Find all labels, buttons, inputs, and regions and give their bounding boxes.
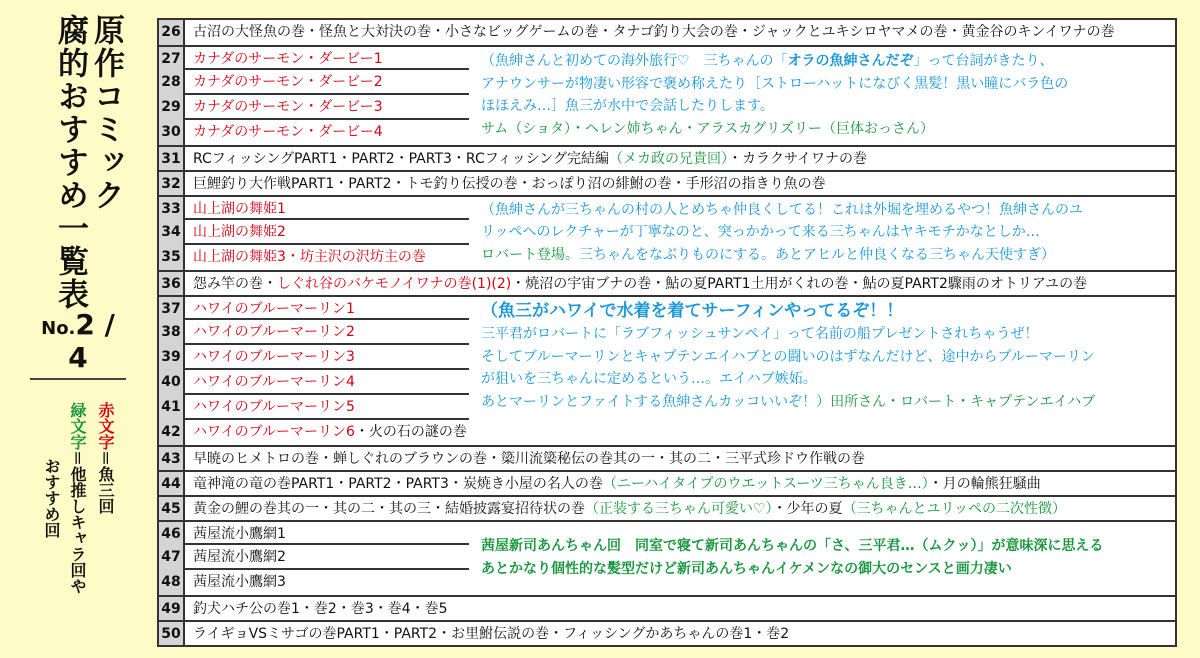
table-row <box>159 270 1175 295</box>
comment-line <box>481 558 1103 581</box>
comment-segment: 三平君がロバートに「ラブフィッシュサンペイ」って名前の船プレゼントされちゃうぜ！ <box>481 326 1039 343</box>
comment-line <box>481 199 1083 222</box>
episode-titles <box>185 597 448 620</box>
title-segment: ・焼沼の宇宙ブナの巻・鮎の夏PART1土用がくれの巻・鮎の夏PART2驟雨のオトリアユの巻 <box>511 276 1088 292</box>
title-segment: ハワイのブルーマーリン4 <box>193 374 355 390</box>
row-divider <box>185 393 469 395</box>
row-number: 33 <box>159 197 185 220</box>
title-segment: 山上湖の舞姫1 <box>193 201 286 217</box>
legend-green-text-2: おすすめ回 <box>42 458 61 538</box>
title-segment: 釣犬ハチ公の巻1・巻2・巻3・巻4・巻5 <box>193 601 448 617</box>
comment-line <box>481 244 1083 267</box>
comment-segment: オラの魚紳さんだぞ <box>787 53 914 69</box>
comment-line <box>481 535 1103 558</box>
title-segment: 巨鯉釣り大作戦PART1・PART2・トモ釣り伝授の巻・おっぽり沼の緋鮒の巻・手形沼の指きり魚の巻 <box>193 176 826 192</box>
table-row <box>159 145 1175 170</box>
title-segment: （ニーハイタイプのウエットスーツ三ちゃん良き…） <box>602 476 929 492</box>
title-segment: 黄金の鯉の巻其の一・其の二・其の三・結婚披露宴招待状の巻 <box>193 501 585 517</box>
episode-titles <box>185 395 355 420</box>
comment-segment: 」って台詞がきたり、 <box>913 53 1054 69</box>
row-divider <box>185 568 469 570</box>
row-number: 26 <box>159 20 185 45</box>
comment-segment: サム（ショタ）・ヘレン姉ちゃん・アラスカグリズリー（巨体おっさん） <box>481 120 934 137</box>
episode-titles <box>185 297 355 320</box>
title-segment: 怨み竿の巻・ <box>193 276 277 292</box>
title-segment: ハワイのブルーマーリン1 <box>193 301 355 317</box>
comment-segment: ほほえみ…］魚三が水中で会話したりします。 <box>481 98 774 114</box>
row-number: 38 <box>159 320 185 345</box>
title-segment: 茜屋流小鷹網3 <box>193 574 286 590</box>
legend-green-text: ＝他推しキャラ回や <box>68 450 87 595</box>
table-row <box>159 170 1175 195</box>
episode-titles <box>185 420 467 445</box>
table-row <box>159 620 1175 645</box>
row-number: 35 <box>159 245 185 270</box>
episode-titles <box>185 545 286 570</box>
row-number: 37 <box>159 297 185 320</box>
comment-segment: （魚紳さんが三ちゃんの村の人とめちゃ仲良くしてる！これは外堀を埋めるやつ！魚紳さんのユ <box>481 201 1083 218</box>
legend-red <box>94 402 117 514</box>
legend-green-label: 緑文字 <box>68 402 87 450</box>
episode-titles <box>185 320 355 345</box>
title-segment: ハワイのブルーマーリン2 <box>193 324 355 340</box>
title-segment: 茜屋流小鷹網1 <box>193 526 286 542</box>
episode-titles <box>185 370 355 395</box>
row-divider <box>185 318 469 320</box>
row-number: 47 <box>159 545 185 570</box>
table-row <box>159 470 1175 495</box>
row-divider <box>185 68 469 70</box>
row-number: 36 <box>159 272 185 295</box>
group-comment <box>481 199 1083 267</box>
title-segment: 山上湖の舞姫2 <box>193 224 286 240</box>
row-number: 50 <box>159 622 185 645</box>
comment-segment: 田所さん・ロバート・キャプテンエイハブ <box>830 393 1096 410</box>
episode-titles <box>185 70 383 95</box>
row-number: 39 <box>159 345 185 370</box>
row-number: 32 <box>159 172 185 195</box>
row-number: 28 <box>159 70 185 95</box>
row-divider <box>185 368 469 370</box>
episode-titles <box>185 20 1115 45</box>
row-divider <box>185 343 469 345</box>
title-segment: カナダのサーモン・ダービー1 <box>193 51 383 67</box>
page-value: 2 / 4 <box>68 308 115 374</box>
row-number: 41 <box>159 395 185 420</box>
comment-line <box>481 118 1068 141</box>
title-segment: 茜屋流小鷹網2 <box>193 549 286 565</box>
page-prefix: No. <box>41 318 76 339</box>
row-divider <box>185 243 469 245</box>
row-divider <box>185 218 469 220</box>
title-segment: 山上湖の舞姫3・坊主沢の沢坊主の巻 <box>193 249 426 265</box>
title-segment: ・少年の夏 <box>772 501 843 517</box>
row-number: 49 <box>159 597 185 620</box>
group-comment <box>481 50 1068 140</box>
title-segment: 早暁のヒメトロの巻・蝉しぐれのブラウンの巻・簗川流簗秘伝の巻其の一・其の二・三平式珍ドウ作戦の巻 <box>193 451 865 467</box>
comment-line <box>481 73 1068 96</box>
comment-segment: アナウンサーが物凄い形容で褒め称えたり［ストローハットになびく黒髪！黒い瞳にバラ色の <box>481 75 1069 92</box>
row-number: 30 <box>159 120 185 145</box>
title-segment: カナダのサーモン・ダービー2 <box>193 74 383 90</box>
legend-red-label: 赤文字 <box>96 402 115 450</box>
comment-segment: ロバート登場。 <box>481 246 579 263</box>
comment-segment: （魚紳さんと初めての海外旅行♡ 三ちゃんの「 <box>481 53 788 69</box>
comment-segment: （魚三がハワイで水着を着てサーフィンやってるぞ！！ <box>481 300 904 321</box>
comment-segment: あとかなり個性的な髪型だけど新司あんちゃんイケメンなの御大のセンスと画力凄い <box>481 560 1012 577</box>
episode-titles <box>185 447 865 470</box>
episode-titles <box>185 522 286 545</box>
table-row <box>159 420 1175 445</box>
title-segment: 古沼の大怪魚の巻・怪魚と大対決の巻・小さなビッグゲームの巻・タナゴ釣り大会の巻・ジャックとユキシロヤマメの巻・黄金谷のキンイワナの巻 <box>193 24 1115 40</box>
row-divider <box>185 118 469 120</box>
row-divider <box>185 93 469 95</box>
comment-segment: あとマーリンとファイトする魚紳さんカッコいいぞ！） <box>481 393 831 410</box>
row-divider <box>185 543 469 545</box>
episode-titles <box>185 147 867 170</box>
title-segment: ・カラクサイワナの巻 <box>728 151 868 167</box>
comment-segment: 茜屋新司あんちゃん回 同室で寝て新司あんちゃんの「さ、三平君…（ムクッ）」が意味深に思える <box>481 538 1104 554</box>
comment-line <box>481 391 1095 414</box>
episode-titles <box>185 272 1087 295</box>
title-segment: カナダのサーモン・ダービー4 <box>193 124 383 140</box>
title-segment: ライギョVSミサゴの巻PART1・PART2・お里鮒伝説の巻・フィッシングかあちゃんの巻1・巻2 <box>193 626 790 642</box>
episode-titles <box>185 622 789 645</box>
comment-line <box>481 50 1068 73</box>
row-number: 31 <box>159 147 185 170</box>
episode-titles <box>185 95 383 120</box>
row-number: 34 <box>159 220 185 245</box>
title-segment: （メカ政の兄貴回） <box>609 151 728 167</box>
comment-line <box>481 368 1095 391</box>
row-number: 45 <box>159 497 185 520</box>
title-segment: （三ちゃんとユリッペの二次性徴） <box>842 501 1067 517</box>
title-segment: カナダのサーモン・ダービー3 <box>193 99 383 115</box>
comment-line <box>481 300 1095 324</box>
table-row <box>159 445 1175 470</box>
title-segment: （正装する三ちゃん可愛い♡） <box>585 501 773 517</box>
group-comment <box>481 535 1103 580</box>
comment-segment: そしてブルーマーリンとキャプテンエイハブとの闘いのはずなんだけど、途中からブルーマーリン <box>481 348 1095 365</box>
episode-titles <box>185 220 286 245</box>
comment-line <box>481 323 1095 346</box>
episode-titles <box>185 47 383 70</box>
table-row <box>159 20 1175 45</box>
comment-line <box>481 221 1083 244</box>
comment-segment: が狙いを三ちゃんに定めるという…。エイハブ嫉妬。 <box>481 371 817 388</box>
title-segment: ハワイのブルーマーリン6 <box>193 424 355 440</box>
legend-red-text: ＝魚三回 <box>96 450 115 515</box>
episode-table <box>157 18 1177 647</box>
page-number <box>30 308 126 380</box>
row-number: 40 <box>159 370 185 395</box>
comment-segment: 三ちゃんをなぶりものにする。あとアヒルと仲良くなる三ちゃん天使すぎ） <box>579 246 1055 263</box>
title-segment: ハワイのブルーマーリン3 <box>193 349 355 365</box>
row-number: 27 <box>159 47 185 70</box>
row-divider <box>185 418 469 420</box>
title-segment: 竜神滝の竜の巻PART1・PART2・PART3・炭焼き小屋の名人の巻 <box>193 476 603 492</box>
table-row <box>159 595 1175 620</box>
episode-titles <box>185 570 286 595</box>
comment-line <box>481 346 1095 369</box>
group-comment <box>481 300 1095 414</box>
episode-titles <box>185 245 426 270</box>
comment-line <box>481 95 1068 118</box>
title-segment: ・月の輪熊狂騒曲 <box>928 476 1041 492</box>
title-segment: しぐれ谷のバケモノイワナの巻(1)(2) <box>277 276 512 292</box>
title-segment: ・火の石の謎の巻 <box>354 424 467 440</box>
title-segment: RCフィッシングPART1・PART2・PART3・RCフィッシング完結編 <box>193 151 609 167</box>
episode-titles <box>185 472 1041 495</box>
episode-titles <box>185 172 826 195</box>
row-number: 48 <box>159 570 185 595</box>
row-number: 46 <box>159 522 185 545</box>
episode-titles <box>185 345 355 370</box>
row-number: 44 <box>159 472 185 495</box>
comment-segment: リッペへのレクチャーが丁寧なのと、突っかかって来る三ちゃんはヤキモチかなとしか… <box>481 224 1040 241</box>
table-row <box>159 495 1175 520</box>
title-segment: ハワイのブルーマーリン5 <box>193 399 355 415</box>
row-number: 29 <box>159 95 185 120</box>
episode-titles <box>185 197 286 220</box>
episode-titles <box>185 497 1066 520</box>
row-number: 43 <box>159 447 185 470</box>
episode-titles <box>185 120 383 145</box>
legend-green <box>66 402 89 594</box>
row-number: 42 <box>159 420 185 445</box>
title-line-2: 腐的おすすめ一覧表 <box>52 14 88 311</box>
title-line-1: 原作コミック <box>88 14 124 212</box>
